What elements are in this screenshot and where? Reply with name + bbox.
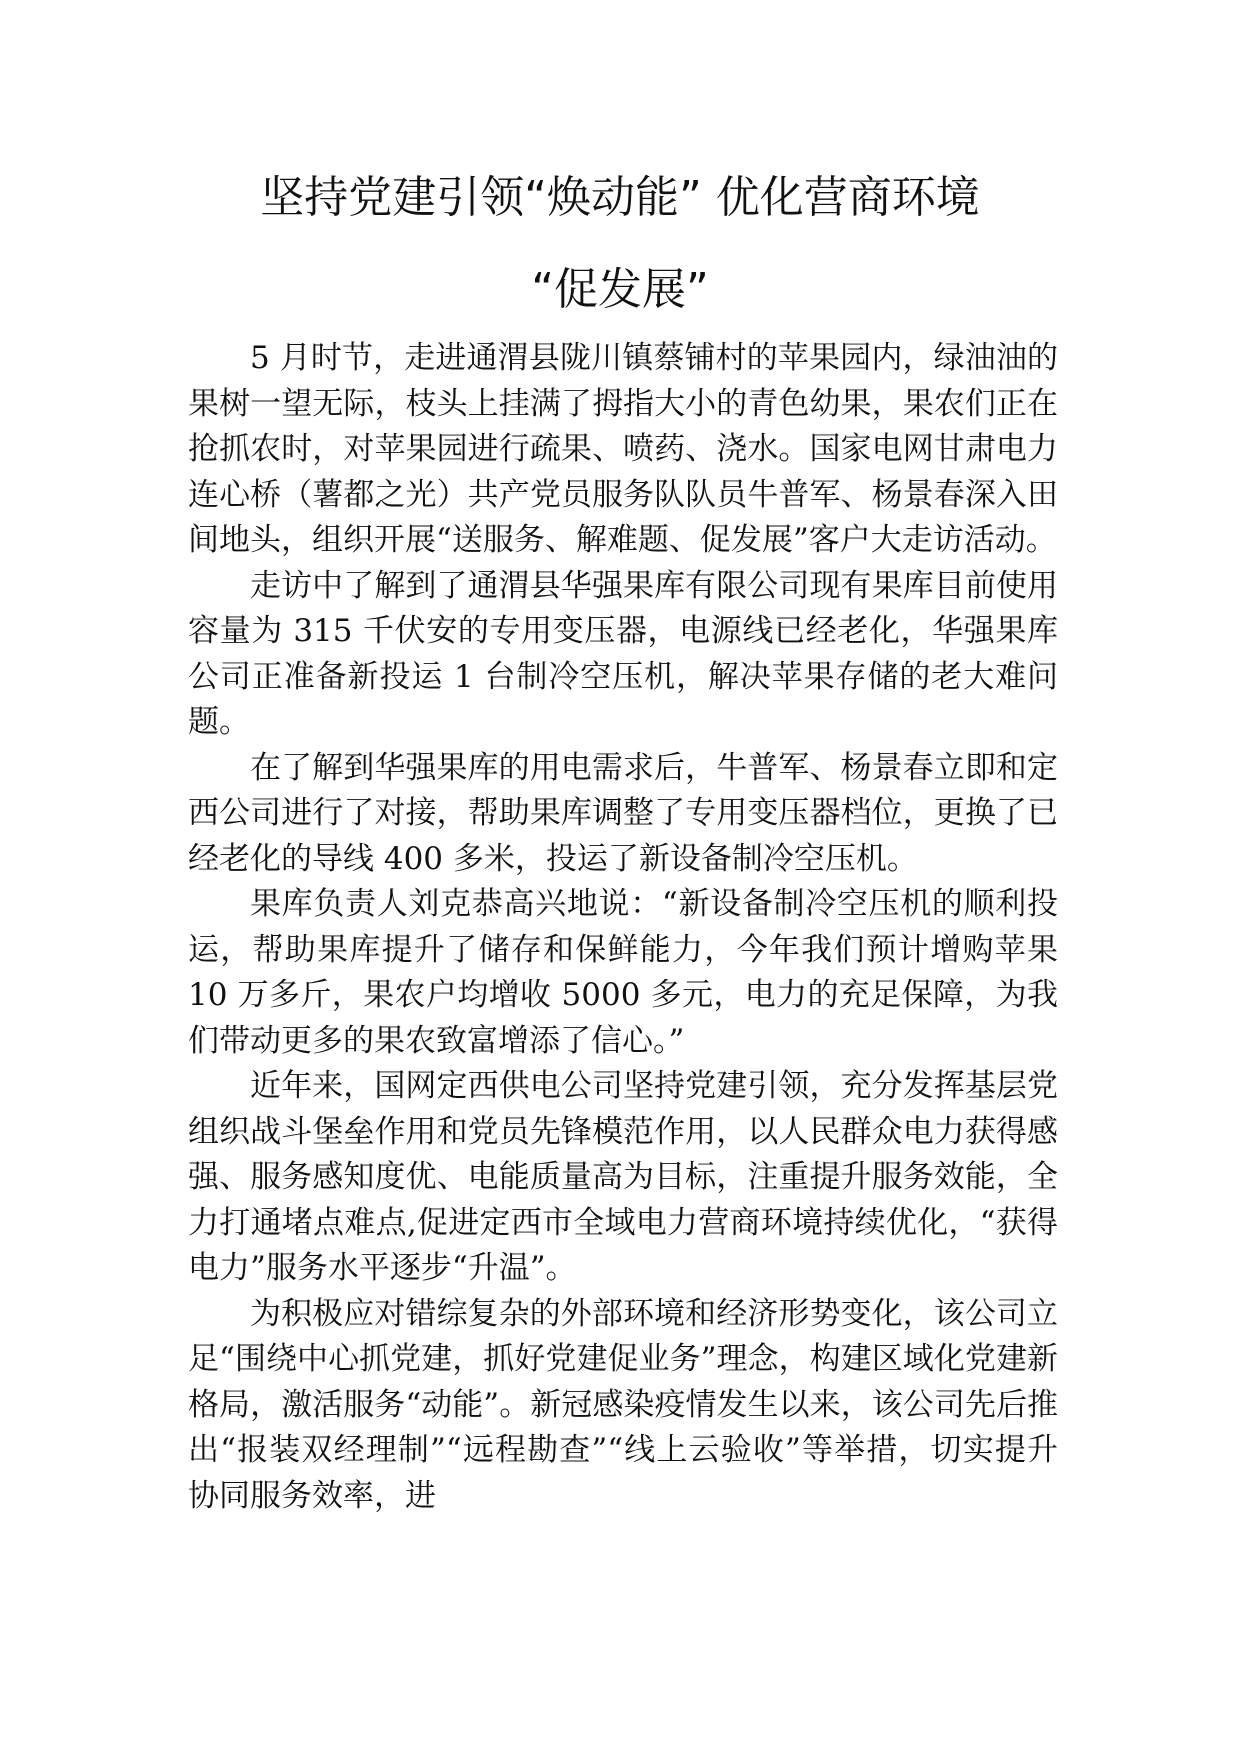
- paragraph-3: 在了解到华强果库的用电需求后，牛普军、杨景春立即和定西公司进行了对接，帮助果库调整了专用变压器档位，更换了已经老化的导线 400 多米，投运了新设备制冷空压机。: [188, 749, 1058, 877]
- paragraph-6: 为积极应对错综复杂的外部环境和经济形势变化，该公司立足“围绕中心抓党建，抓好党建促业务”理念，构建区域化党建新格局，激活服务“动能”。新冠感染疫情发生以来，该公司先后推出“报装双经理制”“远程勘查”“线上云验收”等举措，切实提升协同服务效率，进: [188, 1295, 1058, 1514]
- paragraph-4: 果库负责人刘克恭高兴地说：“新设备制冷空压机的顺利投运，帮助果库提升了储存和保鲜能力，今年我们预计增购苹果 10 万多斤，果农户均增收 5000 多元，电力的充足保障，为我们带动更多的果农致富增添了信心。”: [188, 886, 1058, 1059]
- document-title-line-1: 坚持党建引领“焕动能” 优化营商环境: [260, 172, 980, 223]
- document-body: [188, 336, 1058, 1519]
- paragraph-5: 近年来，国网定西供电公司坚持党建引领，充分发挥基层党组织战斗堡垒作用和党员先锋模范作用，以人民群众电力获得感强、服务感知度优、电能质量高为目标，注重提升服务效能，全力打通堵点难点,促进定西市全域电力营商环境持续优化，“获得电力”服务水平逐步“升温”。: [188, 1068, 1058, 1286]
- document-title-line-2: “促发展”: [531, 264, 709, 315]
- paragraph-2: 走访中了解到了通渭县华强果库有限公司现有果库目前使用容量为 315 千伏安的专用变压器，电源线已经老化，华强果库公司正准备新投运 1 台制冷空压机，解决苹果存储的老大难问题。: [188, 567, 1058, 740]
- paragraph-1: 5 月时节，走进通渭县陇川镇蔡铺村的苹果园内，绿油油的果树一望无际，枝头上挂满了拇指大小的青色幼果，果农们正在抢抓农时，对苹果园进行疏果、喷药、浇水。国家电网甘肃电力连心桥（薯都之光）共产党员服务队队员牛普军、杨景春深入田间地头，组织开展“送服务、解难题、促发展”客户大走访活动。: [188, 340, 1058, 558]
